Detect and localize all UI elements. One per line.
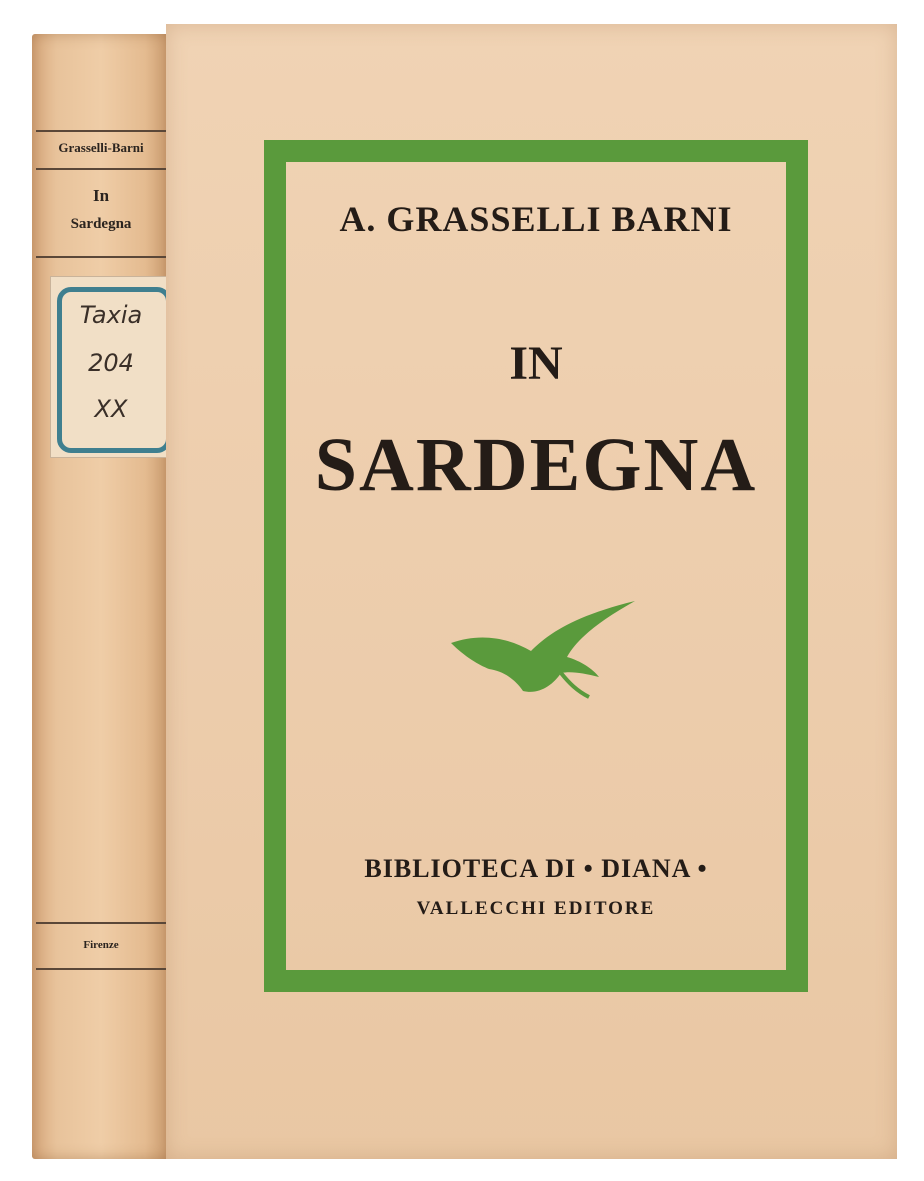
spine-rule — [36, 168, 166, 170]
spine-city: Firenze — [83, 939, 119, 951]
spine-rule — [36, 130, 166, 132]
library-label — [50, 276, 172, 458]
library-label-line1: Taxia — [79, 301, 143, 329]
spine-rule — [36, 922, 166, 924]
spine-author: Grasselli-Barni — [58, 140, 144, 155]
cover-series: BIBLIOTECA DI • DIANA • — [364, 854, 708, 883]
spine-title-line2: Sardegna — [70, 216, 132, 232]
spine-rule — [36, 256, 166, 258]
cover-title-line1: IN — [509, 337, 563, 390]
book-spine — [32, 34, 170, 1159]
library-label-line3: XX — [94, 395, 128, 423]
library-label-line2: 204 — [88, 349, 134, 377]
cover-publisher: VALLECCHI EDITORE — [416, 898, 656, 919]
spine-rule — [36, 968, 166, 970]
book — [32, 24, 897, 1159]
book-cover — [166, 24, 897, 1159]
cover-title-line2: SARDEGNA — [314, 423, 758, 507]
cover-author: A. GRASSELLI BARNI — [339, 199, 733, 239]
flying-bird-icon — [449, 599, 639, 699]
spine-title-line1: In — [92, 186, 110, 205]
